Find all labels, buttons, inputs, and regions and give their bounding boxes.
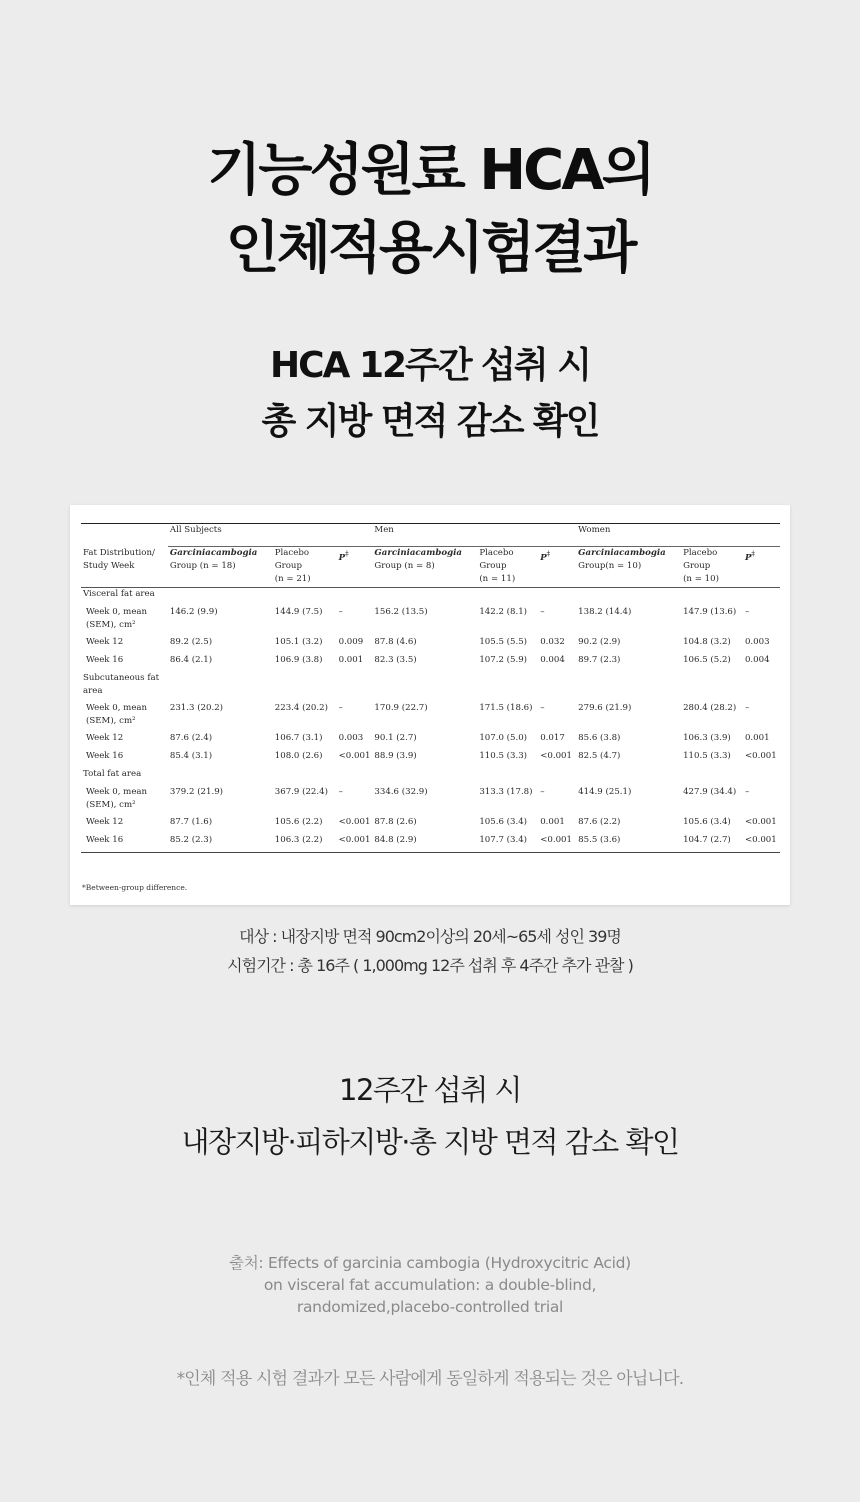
table-row bbox=[81, 636, 780, 654]
table-cell: <0.001 bbox=[540, 751, 572, 761]
col-garcinia-all: Garciniacambogia Group (n = 18) bbox=[168, 547, 273, 588]
subjects-line: 대상 : 내장지방 면적 90cm2이상의 20세~65세 성인 39명 bbox=[239, 927, 621, 946]
table-cell: 87.6 (2.2) bbox=[578, 817, 621, 827]
table-cell: 147.9 (13.6) bbox=[683, 607, 737, 617]
table-cell: 142.2 (8.1) bbox=[479, 607, 528, 617]
source-line-3: randomized,placebo-controlled trial bbox=[296, 1298, 564, 1316]
table-cell: 104.7 (2.7) bbox=[681, 834, 743, 853]
title-line-1: 기능성원료 HCA의 bbox=[207, 138, 653, 203]
table-cell: 279.6 (21.9) bbox=[578, 703, 632, 713]
row-label: Week 12 bbox=[86, 733, 124, 743]
table-cell: 146.2 (9.9) bbox=[169, 607, 218, 617]
group-women: Women bbox=[576, 524, 780, 547]
table-cell: 87.6 (2.4) bbox=[169, 733, 213, 743]
row-label: Week 0, mean (SEM), cm² bbox=[86, 703, 148, 726]
table-row bbox=[81, 750, 780, 768]
col-p-men: P‡ bbox=[538, 547, 576, 588]
table-row bbox=[81, 816, 780, 834]
table-cell: 170.9 (22.7) bbox=[374, 703, 428, 713]
page-subtitle bbox=[0, 338, 860, 450]
section-label: Visceral fat area bbox=[83, 589, 155, 599]
col-p-all: P‡ bbox=[337, 547, 373, 588]
col-garcinia-men: Garciniacambogia Group (n = 8) bbox=[372, 547, 477, 588]
table-cell: 106.9 (3.8) bbox=[274, 655, 323, 665]
table-cell: 0.001 bbox=[540, 817, 565, 827]
table-cell: 85.2 (2.3) bbox=[168, 834, 273, 853]
table-cell: – bbox=[338, 607, 343, 617]
table-cell: <0.001 bbox=[338, 751, 371, 761]
table-cell: 106.7 (3.1) bbox=[274, 733, 323, 743]
table-cell: 106.3 (2.2) bbox=[273, 834, 337, 853]
table-cell: – bbox=[540, 607, 545, 617]
table-cell: 85.5 (3.6) bbox=[576, 834, 681, 853]
table-cell: <0.001 bbox=[338, 817, 371, 827]
table-cell: 0.003 bbox=[744, 637, 770, 647]
group-men: Men bbox=[372, 524, 576, 547]
section-label: Subcutaneous fat area bbox=[83, 673, 160, 696]
group-header-empty bbox=[81, 524, 168, 547]
table-cell: – bbox=[744, 607, 750, 617]
table-cell: 87.8 (4.6) bbox=[374, 637, 417, 647]
row-label: Week 16 bbox=[81, 834, 168, 853]
summary-line-1: 12주간 섭취 시 bbox=[339, 1073, 521, 1107]
summary-line-2: 내장지방·피하지방·총 지방 면적 감소 확인 bbox=[181, 1125, 679, 1159]
table-cell: 280.4 (28.2) bbox=[683, 703, 737, 713]
row-label: Week 16 bbox=[86, 655, 124, 665]
table-cell: 87.8 (2.6) bbox=[374, 817, 417, 827]
source-line-1: 출처: Effects of garcinia cambogia (Hydroxycitric Acid) bbox=[229, 1254, 631, 1272]
table-cell: 0.032 bbox=[540, 637, 565, 647]
table-row bbox=[81, 602, 780, 636]
table-body bbox=[81, 588, 780, 853]
subtitle-line-2: 총 지방 면적 감소 확인 bbox=[261, 401, 599, 442]
section-label: Total fat area bbox=[83, 769, 142, 779]
table-cell: 231.3 (20.2) bbox=[169, 703, 224, 713]
table-cell: 379.2 (21.9) bbox=[169, 787, 224, 797]
row-label: Week 0, mean (SEM), cm² bbox=[86, 787, 148, 810]
row-label: Week 12 bbox=[86, 637, 124, 647]
title-line-2: 인체적용시험결과 bbox=[225, 216, 635, 281]
table-cell: 105.1 (3.2) bbox=[274, 637, 323, 647]
period-line: 시험기간 : 총 16주 ( 1,000mg 12주 섭취 후 4주간 추가 관찰 ) bbox=[227, 956, 633, 975]
section-row bbox=[81, 672, 780, 698]
table-cell: 104.8 (3.2) bbox=[683, 637, 731, 647]
study-results-table bbox=[81, 523, 780, 853]
table-cell: 414.9 (25.1) bbox=[578, 787, 632, 797]
table-cell: – bbox=[540, 787, 545, 797]
row-label: Week 16 bbox=[86, 751, 124, 761]
table-row bbox=[81, 834, 780, 853]
disclaimer: *인체 적용 시험 결과가 모든 사람에게 동일하게 적용되는 것은 아닙니다. bbox=[176, 1369, 684, 1389]
table-cell: 107.0 (5.0) bbox=[479, 733, 528, 743]
table-cell: 223.4 (20.2) bbox=[274, 703, 328, 713]
table-cell: – bbox=[338, 703, 343, 713]
col-placebo-women: Placebo Group (n = 10) bbox=[681, 547, 743, 588]
table-cell: <0.001 bbox=[744, 817, 777, 827]
table-cell: 106.3 (3.9) bbox=[683, 733, 731, 743]
col-placebo-all: Placebo Group (n = 21) bbox=[273, 547, 337, 588]
table-cell: 85.4 (3.1) bbox=[169, 751, 213, 761]
col-placebo-men: Placebo Group (n = 11) bbox=[477, 547, 538, 588]
table-cell: 367.9 (22.4) bbox=[274, 787, 328, 797]
table-cell: 88.9 (3.9) bbox=[374, 751, 417, 761]
table-cell: 86.4 (2.1) bbox=[169, 655, 213, 665]
table-cell: 105.5 (5.5) bbox=[479, 637, 528, 647]
table-cell: 82.5 (4.7) bbox=[578, 751, 621, 761]
table-cell: 334.6 (32.9) bbox=[374, 787, 428, 797]
table-row bbox=[81, 654, 780, 672]
table-cell: 105.6 (3.4) bbox=[479, 817, 528, 827]
source-citation bbox=[0, 1252, 860, 1318]
table-cell: 0.009 bbox=[338, 637, 364, 647]
table-cell: 171.5 (18.6) bbox=[479, 703, 533, 713]
table-cell: 107.7 (3.4) bbox=[477, 834, 538, 853]
row-label: Week 0, mean (SEM), cm² bbox=[86, 607, 148, 630]
table-cell: 82.3 (3.5) bbox=[374, 655, 417, 665]
table-row bbox=[81, 732, 780, 750]
table-cell: – bbox=[744, 703, 750, 713]
table-row bbox=[81, 782, 780, 816]
table-cell: 0.004 bbox=[744, 655, 770, 665]
table-row bbox=[81, 698, 780, 732]
group-header-row bbox=[81, 524, 780, 547]
section-row bbox=[81, 768, 780, 782]
page-title bbox=[0, 132, 860, 288]
section-row bbox=[81, 588, 780, 603]
table-cell: 0.001 bbox=[338, 655, 364, 665]
table-cell: – bbox=[744, 787, 750, 797]
table-cell: 313.3 (17.8) bbox=[479, 787, 533, 797]
study-subjects-info bbox=[0, 922, 860, 980]
table-cell: 90.2 (2.9) bbox=[578, 637, 621, 647]
table-cell: 427.9 (34.4) bbox=[683, 787, 737, 797]
table-cell: <0.001 bbox=[538, 834, 576, 853]
table-cell: 89.2 (2.5) bbox=[169, 637, 213, 647]
row-label: Week 12 bbox=[86, 817, 124, 827]
result-summary bbox=[0, 1064, 860, 1168]
table-cell: <0.001 bbox=[337, 834, 373, 853]
column-header-row bbox=[81, 547, 780, 588]
col-fat-distribution: Fat Distribution/ Study Week bbox=[81, 547, 168, 588]
table-cell: 106.5 (5.2) bbox=[683, 655, 731, 665]
subtitle-line-1: HCA 12주간 섭취 시 bbox=[270, 345, 590, 386]
table-cell: 156.2 (13.5) bbox=[374, 607, 428, 617]
table-cell: 138.2 (14.4) bbox=[578, 607, 632, 617]
table-cell: 107.2 (5.9) bbox=[479, 655, 528, 665]
col-p-women: P‡ bbox=[743, 547, 780, 588]
table-cell: 90.1 (2.7) bbox=[374, 733, 417, 743]
table-cell: 110.5 (3.3) bbox=[479, 751, 528, 761]
table-cell: 0.017 bbox=[540, 733, 565, 743]
table-cell: 0.003 bbox=[338, 733, 364, 743]
table-cell: 84.8 (2.9) bbox=[372, 834, 477, 853]
table-cell: <0.001 bbox=[744, 751, 777, 761]
table-cell: 110.5 (3.3) bbox=[683, 751, 731, 761]
table-footnote: *Between-group difference. bbox=[82, 883, 188, 892]
study-table-card bbox=[70, 505, 790, 905]
table-cell: 85.6 (3.8) bbox=[578, 733, 621, 743]
source-line-2: on visceral fat accumulation: a double-blind, bbox=[263, 1276, 597, 1294]
table-cell: <0.001 bbox=[743, 834, 780, 853]
group-all-subjects: All Subjects bbox=[168, 524, 373, 547]
table-cell: 0.001 bbox=[744, 733, 770, 743]
table-cell: 105.6 (2.2) bbox=[274, 817, 323, 827]
table-cell: 0.004 bbox=[540, 655, 565, 665]
col-garcinia-women: Garciniacambogia Group(n = 10) bbox=[576, 547, 681, 588]
table-cell: 87.7 (1.6) bbox=[169, 817, 213, 827]
table-cell: 105.6 (3.4) bbox=[683, 817, 731, 827]
table-cell: – bbox=[540, 703, 545, 713]
table-cell: 108.0 (2.6) bbox=[274, 751, 323, 761]
table-cell: – bbox=[338, 787, 343, 797]
table-cell: 89.7 (2.3) bbox=[578, 655, 621, 665]
table-cell: 144.9 (7.5) bbox=[274, 607, 323, 617]
